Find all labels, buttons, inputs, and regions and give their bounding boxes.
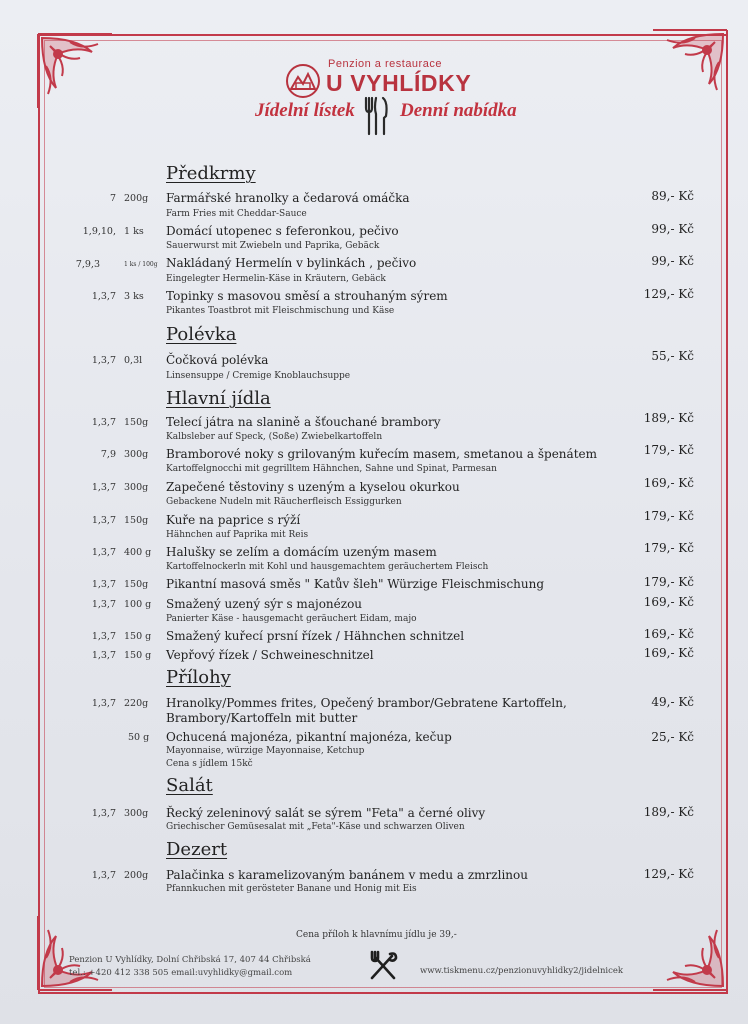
dish-name: Kuře na paprice s rýží bbox=[166, 513, 301, 527]
dish-name: Topinky s masovou směsí a strouhaným sýrem bbox=[166, 289, 448, 303]
footer-contact: tel.: +420 412 338 505 email:uvyhlidky@gmail.com bbox=[69, 968, 293, 978]
section-title: Dezert bbox=[166, 839, 228, 860]
footer-address-block bbox=[69, 954, 311, 980]
dish-translation: Kalbsleber auf Speck, (Soße) Zwiebelkartoffeln bbox=[166, 432, 383, 442]
allergens: 7,9,3 bbox=[75, 259, 100, 270]
dish-name: Ochucená majonéza, pikantní majonéza, kečup bbox=[166, 730, 452, 744]
portion: 150 g bbox=[124, 631, 152, 642]
dish-name: Pikantní masová směs " Katův šleh" Würzige Fleischmischung bbox=[166, 577, 545, 591]
price: 55,- Kč bbox=[651, 349, 694, 363]
allergens: 1,3,7 bbox=[91, 650, 116, 661]
price: 99,- Kč bbox=[651, 222, 694, 236]
allergens: 1,3,7 bbox=[91, 515, 116, 526]
corner-ornament-icon bbox=[651, 28, 729, 106]
brand-name: U VYHLÍDKY bbox=[326, 70, 472, 96]
portion: 220g bbox=[124, 698, 149, 709]
allergens: 1,3,7 bbox=[91, 291, 116, 302]
allergens: 1,3,7 bbox=[91, 870, 116, 881]
restaurant-logo-icon bbox=[284, 62, 322, 100]
dish-name: Nakládaný Hermelín v bylinkách , pečivo bbox=[166, 256, 417, 270]
dish-name: Halušky se zelím a domácím uzeným masem bbox=[166, 545, 437, 559]
footer-website: www.tiskmenu.cz/penzionuvyhlidky2/jidelnicek bbox=[420, 966, 624, 976]
dish-translation: Mayonnaise, würzige Mayonnaise, Ketchup bbox=[166, 746, 365, 756]
corner-ornament-icon bbox=[36, 914, 114, 992]
section-title: Polévka bbox=[166, 324, 237, 345]
allergens: 7,9 bbox=[100, 449, 116, 460]
allergens: 1,3,7 bbox=[91, 482, 116, 493]
portion: 50 g bbox=[128, 732, 150, 743]
section-title: Předkrmy bbox=[166, 163, 256, 184]
corner-ornament-icon bbox=[651, 914, 729, 992]
daily-menu-title: Denní nabídka bbox=[400, 100, 517, 121]
dish-translation: Pfannkuchen mit gerösteter Banane und Honig mit Eis bbox=[166, 884, 417, 894]
cutlery-icon bbox=[361, 96, 391, 136]
price-note: Cena s jídlem 15kč bbox=[166, 759, 253, 769]
dish-name: Farmářské hranolky a čedarová omáčka bbox=[166, 191, 410, 205]
portion: 150 g bbox=[124, 650, 152, 661]
price: 179,- Kč bbox=[643, 575, 694, 589]
dish-name: Palačinka s karamelizovaným banánem v medu a zmrzlinou bbox=[166, 868, 528, 882]
allergens: 1,3,7 bbox=[91, 579, 116, 590]
allergens: 1,9,10, bbox=[82, 226, 116, 237]
dish-translation: Eingelegter Hermelin-Käse in Kräutern, Gebäck bbox=[166, 274, 386, 284]
portion: 300g bbox=[124, 482, 149, 493]
allergens: 1,3,7 bbox=[91, 417, 116, 428]
allergens: 1,3,7 bbox=[91, 547, 116, 558]
dish-translation: Pikantes Toastbrot mit Fleischmischung und Käse bbox=[166, 306, 395, 316]
dish-translation: Sauerwurst mit Zwiebeln und Paprika, Gebäck bbox=[166, 241, 380, 251]
dish-name: Čočková polévka bbox=[166, 353, 269, 367]
dish-translation: Linsensuppe / Cremige Knoblauchsuppe bbox=[166, 371, 351, 381]
portion: 300g bbox=[124, 808, 149, 819]
allergens: 1,3,7 bbox=[91, 355, 116, 366]
price: 49,- Kč bbox=[651, 695, 694, 709]
price: 189,- Kč bbox=[643, 805, 694, 819]
dish-name: Domácí utopenec s feferonkou, pečivo bbox=[166, 224, 399, 238]
price: 189,- Kč bbox=[643, 411, 694, 425]
brand-tagline: Penzion a restaurace bbox=[328, 58, 442, 70]
portion: 300g bbox=[124, 449, 149, 460]
dish-name: Řecký zeleninový salát se sýrem "Feta" a černé olivy bbox=[166, 806, 486, 820]
section-title: Salát bbox=[166, 775, 213, 796]
dish-name: Vepřový řízek / Schweineschnitzel bbox=[166, 648, 374, 662]
price: 179,- Kč bbox=[643, 443, 694, 457]
price: 169,- Kč bbox=[643, 476, 694, 490]
portion: 150g bbox=[124, 579, 149, 590]
dish-name: Smažený kuřecí prsní řízek / Hähnchen schnitzel bbox=[166, 629, 465, 643]
portion: 3 ks bbox=[124, 291, 144, 302]
dish-translation: Panierter Käse - hausgemacht geräuchert Eidam, majo bbox=[166, 614, 417, 624]
dish-translation: Kartoffelnockerln mit Kohl und hausgemachtem geräuchertem Fleisch bbox=[166, 562, 489, 572]
portion: 0,3l bbox=[124, 355, 143, 366]
portion: 1 ks / 100g bbox=[124, 261, 158, 268]
portion: 150g bbox=[124, 417, 149, 428]
allergens: 7 bbox=[109, 193, 116, 204]
dish-translation: Gebackene Nudeln mit Räucherfleisch Essiggurken bbox=[166, 497, 402, 507]
section-title: Hlavní jídla bbox=[166, 388, 271, 409]
corner-ornament-icon bbox=[36, 32, 114, 110]
price: 179,- Kč bbox=[643, 541, 694, 555]
portion: 200g bbox=[124, 870, 149, 881]
side-dish-price-note: Cena příloh k hlavnímu jídlu je 39,- bbox=[296, 930, 457, 940]
dish-name: Telecí játra na slanině a šťouchané brambory bbox=[166, 415, 441, 429]
price: 169,- Kč bbox=[643, 646, 694, 660]
dish-translation: Farm Fries mit Cheddar-Sauce bbox=[166, 209, 307, 219]
dish-translation: Griechischer Gemüsesalat mit „Feta"-Käse und schwarzen Oliven bbox=[166, 822, 465, 832]
crossed-cutlery-icon bbox=[366, 948, 400, 982]
allergens: 1,3,7 bbox=[91, 599, 116, 610]
price: 129,- Kč bbox=[643, 867, 694, 881]
price: 169,- Kč bbox=[643, 595, 694, 609]
section-title: Přílohy bbox=[166, 667, 231, 688]
allergens: 1,3,7 bbox=[91, 631, 116, 642]
price: 129,- Kč bbox=[643, 287, 694, 301]
price: 179,- Kč bbox=[643, 509, 694, 523]
price: 25,- Kč bbox=[651, 730, 694, 744]
border-frame-inner bbox=[44, 40, 722, 988]
dish-name: Zapečené těstoviny s uzeným a kyselou okurkou bbox=[166, 480, 460, 494]
menu-title: Jídelní lístek bbox=[255, 100, 355, 121]
price: 169,- Kč bbox=[643, 627, 694, 641]
dish-translation: Hähnchen auf Paprika mit Reis bbox=[166, 530, 309, 540]
portion: 100 g bbox=[124, 599, 152, 610]
allergens: 1,3,7 bbox=[91, 808, 116, 819]
price: 99,- Kč bbox=[651, 254, 694, 268]
dish-name: Bramborové noky s grilovaným kuřecím masem, smetanou a špenátem bbox=[166, 447, 597, 461]
dish-name: Hranolky/Pommes frites, Opečený brambor/Gebratene Kartoffeln, bbox=[166, 696, 567, 710]
dish-name-continued: Brambory/Kartoffeln mit butter bbox=[166, 711, 358, 725]
allergens: 1,3,7 bbox=[91, 698, 116, 709]
dish-name: Smažený uzený sýr s majonézou bbox=[166, 597, 363, 611]
portion: 1 ks bbox=[124, 226, 144, 237]
footer-address: Penzion U Vyhlídky, Dolní Chřibská 17, 407 44 Chřibská bbox=[69, 955, 311, 965]
portion: 150g bbox=[124, 515, 149, 526]
price: 89,- Kč bbox=[651, 189, 694, 203]
dish-translation: Kartoffelgnocchi mit gegrilltem Hähnchen, Sahne und Spinat, Parmesan bbox=[166, 464, 497, 474]
portion: 400 g bbox=[124, 547, 152, 558]
portion: 200g bbox=[124, 193, 149, 204]
